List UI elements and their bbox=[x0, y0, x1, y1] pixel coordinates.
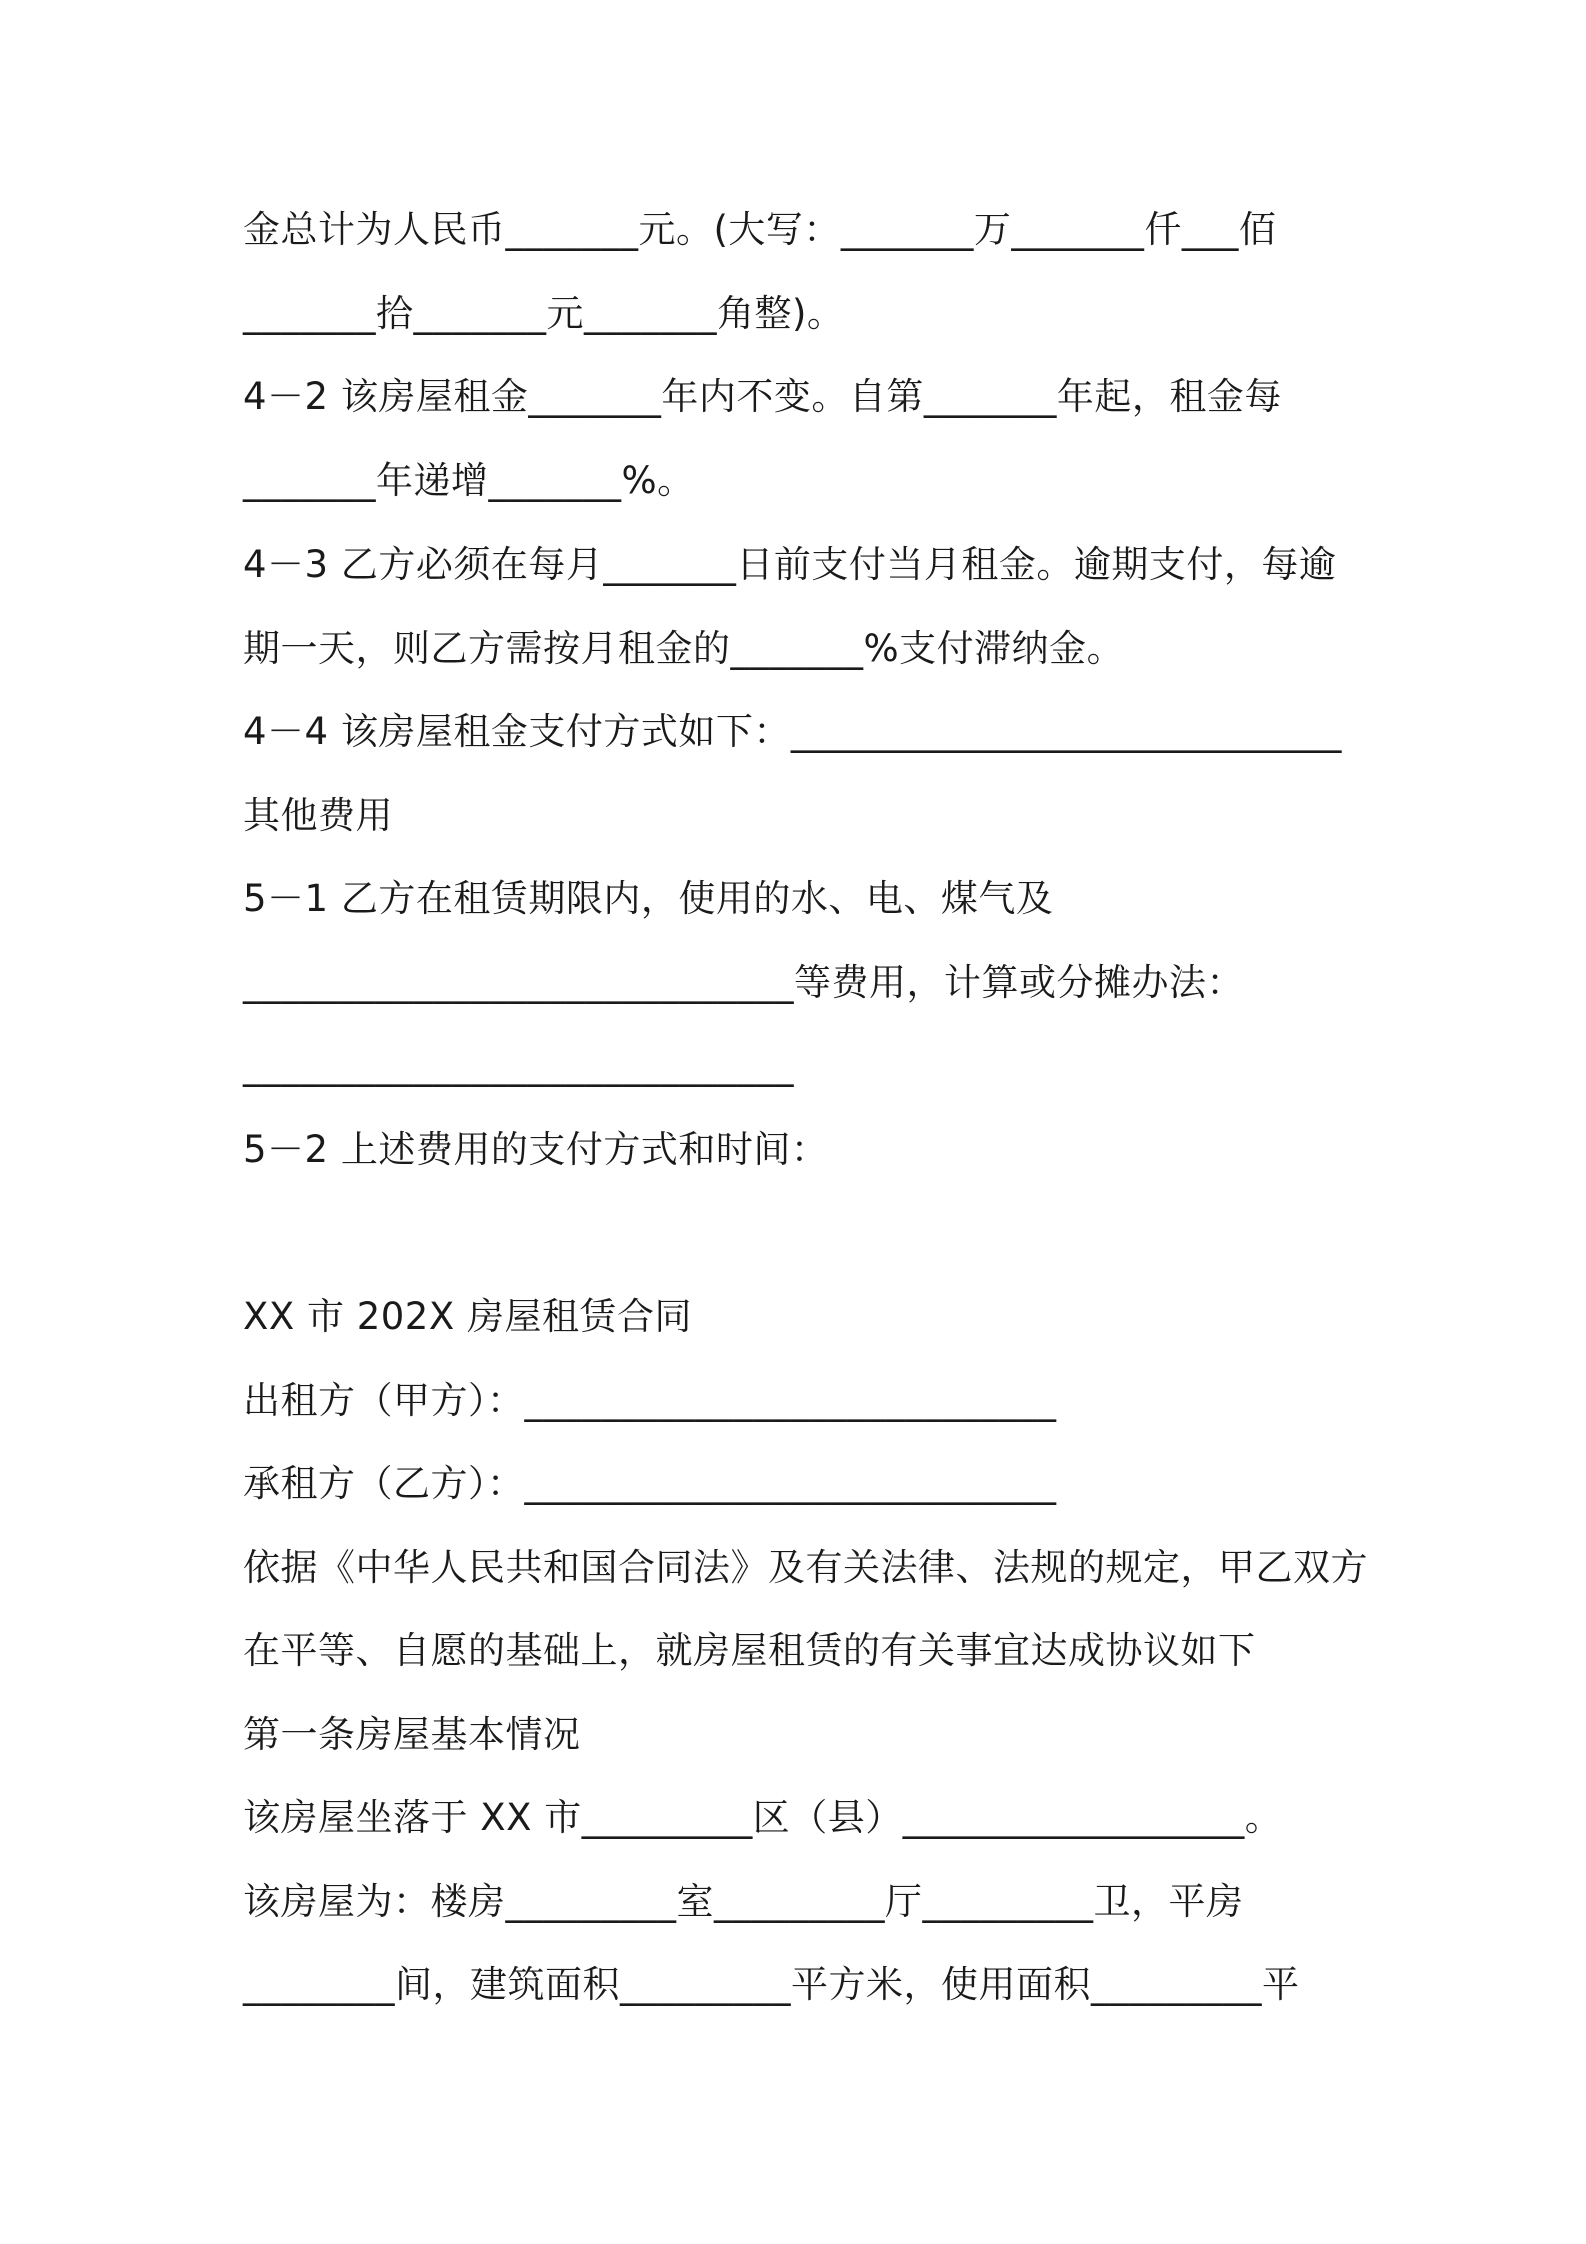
text-line-location: 该房屋坐落于 XX 市_________区（县）__________________。 bbox=[243, 1796, 1283, 1839]
text-line-lessee: 承租方（乙方）：____________________________ bbox=[243, 1462, 1057, 1505]
text-line-clause-4-3: 4－3 乙方必须在每月_______日前支付当月租金。逾期支付，每逾 bbox=[243, 543, 1337, 586]
section-heading-article-1: 第一条房屋基本情况 bbox=[243, 1713, 581, 1756]
text-line-clause-5-1-blank: _____________________________ bbox=[243, 1044, 794, 1087]
text-line-basis: 依据《中华人民共和国合同法》及有关法律、法规的规定，甲乙双方 bbox=[243, 1546, 1368, 1589]
text-line-area: ________间，建筑面积_________平方米，使用面积_________平 bbox=[243, 1963, 1300, 2006]
text-line-clause-4-4: 4－4 该房屋租金支付方式如下：_____________________________ bbox=[243, 710, 1342, 753]
text-line-clause-5-1: 5－1 乙方在租赁期限内，使用的水、电、煤气及 bbox=[243, 877, 1054, 920]
text-line-rent-total: 金总计为人民币_______元。(大写：_______万_______仟___佰 bbox=[243, 208, 1277, 251]
text-line-basis-cont: 在平等、自愿的基础上，就房屋租赁的有关事宜达成协议如下 bbox=[243, 1629, 1256, 1672]
text-line-clause-5-2: 5－2 上述费用的支付方式和时间： bbox=[243, 1128, 829, 1171]
section-heading-other-fees: 其他费用 bbox=[243, 794, 393, 837]
text-line-clause-4-3-cont: 期一天，则乙方需按月租金的_______%支付滞纳金。 bbox=[243, 627, 1125, 670]
text-line-lessor: 出租方（甲方）：____________________________ bbox=[243, 1379, 1057, 1422]
text-line-clause-5-1-cont: _____________________________等费用，计算或分摊办法： bbox=[243, 961, 1244, 1004]
text-line-clause-4-2: 4－2 该房屋租金_______年内不变。自第_______年起，租金每 bbox=[243, 375, 1282, 418]
text-line-clause-4-2-cont: _______年递增_______%。 bbox=[243, 459, 695, 502]
contract-title: XX 市 202X 房屋租赁合同 bbox=[243, 1295, 692, 1338]
text-line-rent-total-cont: _______拾_______元_______角整)。 bbox=[243, 292, 845, 335]
text-line-house-type: 该房屋为：楼房_________室_________厅_________卫，平房 bbox=[243, 1880, 1244, 1923]
